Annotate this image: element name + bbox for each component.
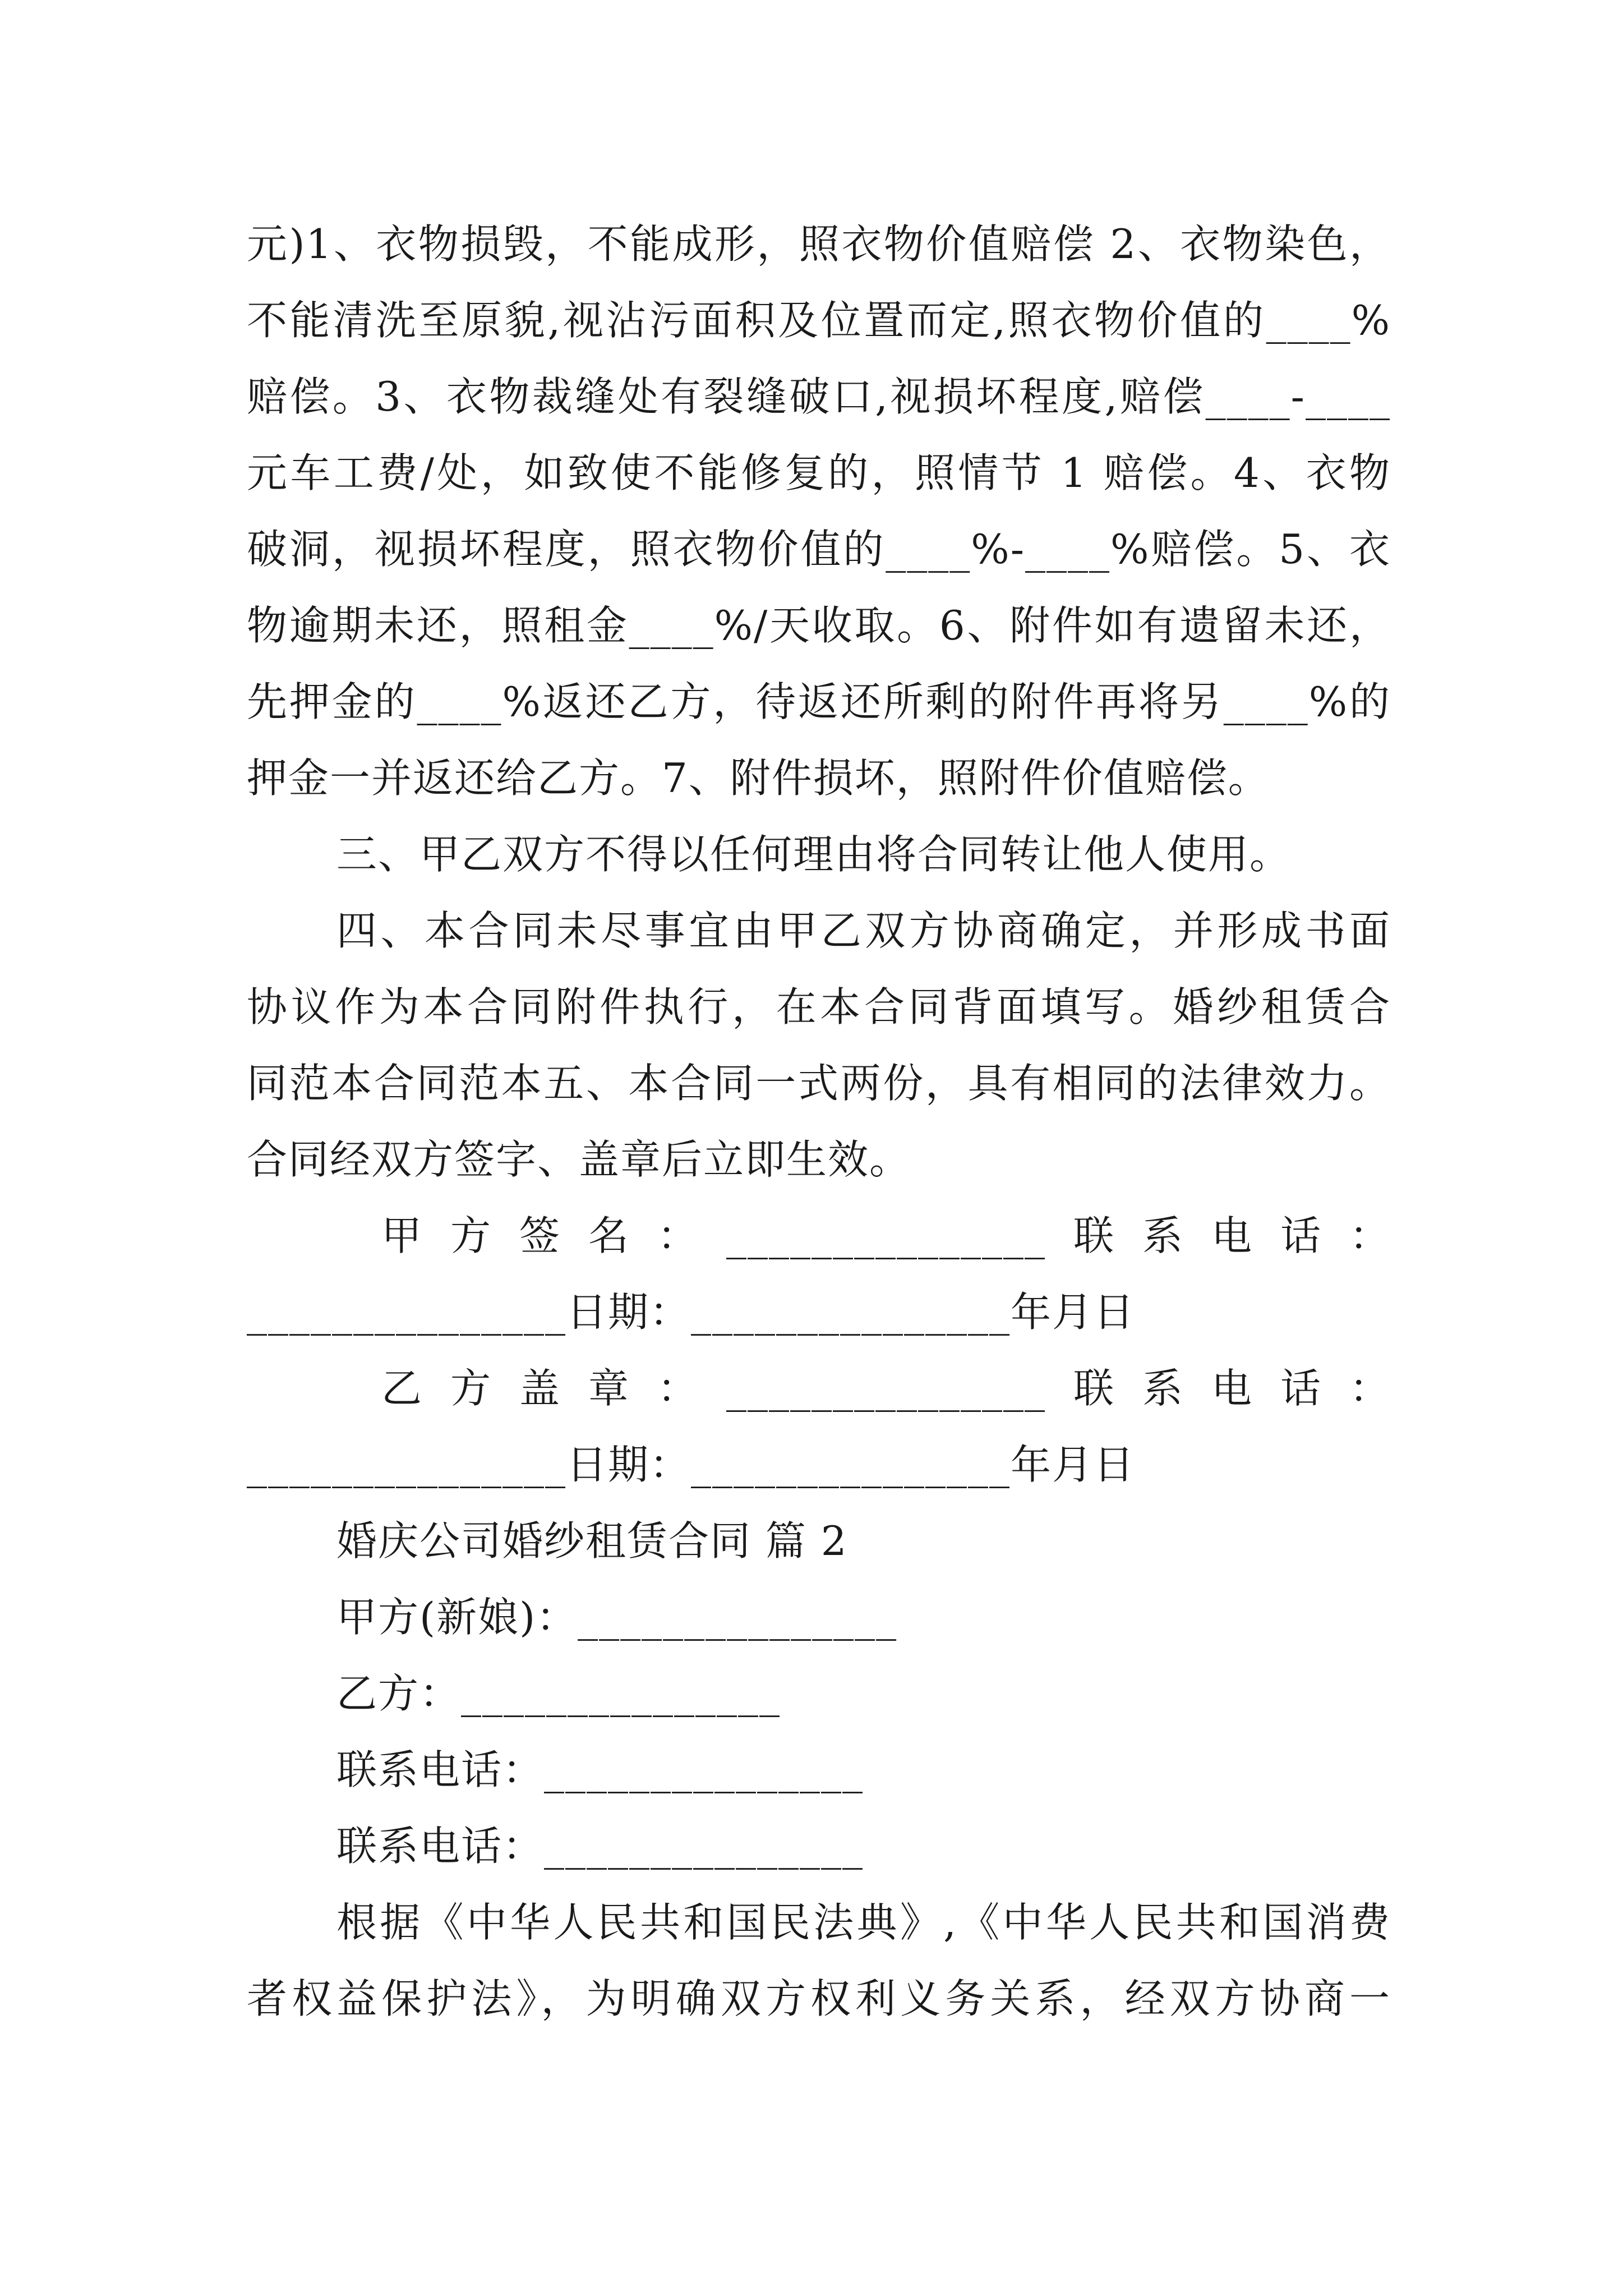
party-b-date-line: _______________日期：_______________年月日 — [247, 1441, 1136, 1488]
party-a-bride-field: 甲方(新娘)：_______________ — [336, 1594, 898, 1641]
text-line-2: 不能清洗至原貌,视沾污面积及位置而定,照衣物价值的____% — [247, 297, 1391, 344]
text-line-7: 先押金的____%返还乙方，待返还所剩的附件再将另____%的 — [247, 678, 1391, 725]
party-b-seal-line: 乙方盖章：_______________联系电话： — [381, 1365, 1391, 1412]
party-b-field: 乙方：_______________ — [336, 1670, 781, 1717]
clause-four-line-1: 四、本合同未尽事宜由甲乙双方协商确定，并形成书面 — [336, 907, 1391, 954]
clause-four-line-4: 合同经双方签字、盖章后立即生效。 — [247, 1136, 911, 1183]
phone-field-1: 联系电话：_______________ — [336, 1746, 864, 1793]
section-title: 婚庆公司婚纱租赁合同 篇 2 — [336, 1517, 848, 1565]
basis-paragraph-line-1: 根据《中华人民共和国民法典》,《中华人民共和国消费 — [336, 1899, 1391, 1946]
party-a-date-line: _______________日期：_______________年月日 — [247, 1289, 1136, 1336]
party-a-signature-line: 甲方签名：_______________联系电话： — [381, 1212, 1391, 1259]
clause-four-line-2: 协议作为本合同附件执行，在本合同背面填写。婚纱租赁合 — [247, 983, 1391, 1030]
text-line-3: 赔偿。3、衣物裁缝处有裂缝破口,视损坏程度,赔偿____-____ — [247, 373, 1391, 420]
phone-field-2: 联系电话：_______________ — [336, 1823, 864, 1870]
text-line-8: 押金一并返还给乙方。7、附件损坏，照附件价值赔偿。 — [247, 754, 1270, 802]
clause-three: 三、甲乙双方不得以任何理由将合同转让他人使用。 — [336, 831, 1292, 878]
text-line-5: 破洞，视损坏程度，照衣物价值的____%-____%赔偿。5、衣 — [247, 526, 1391, 573]
text-line-6: 物逾期未还，照租金____%/天收取。6、附件如有遗留未还， — [247, 602, 1391, 649]
clause-four-line-3: 同范本合同范本五、本合同一式两份，具有相同的法律效力。 — [247, 1060, 1391, 1107]
text-line-4: 元车工费/处，如致使不能修复的，照情节 1 赔偿。4、衣物 — [247, 449, 1391, 496]
text-line-1: 元)1、衣物损毁，不能成形，照衣物价值赔偿 2、衣物染色， — [247, 220, 1391, 268]
basis-paragraph-line-2: 者权益保护法》，为明确双方权利义务关系，经双方协商一 — [247, 1975, 1391, 2022]
